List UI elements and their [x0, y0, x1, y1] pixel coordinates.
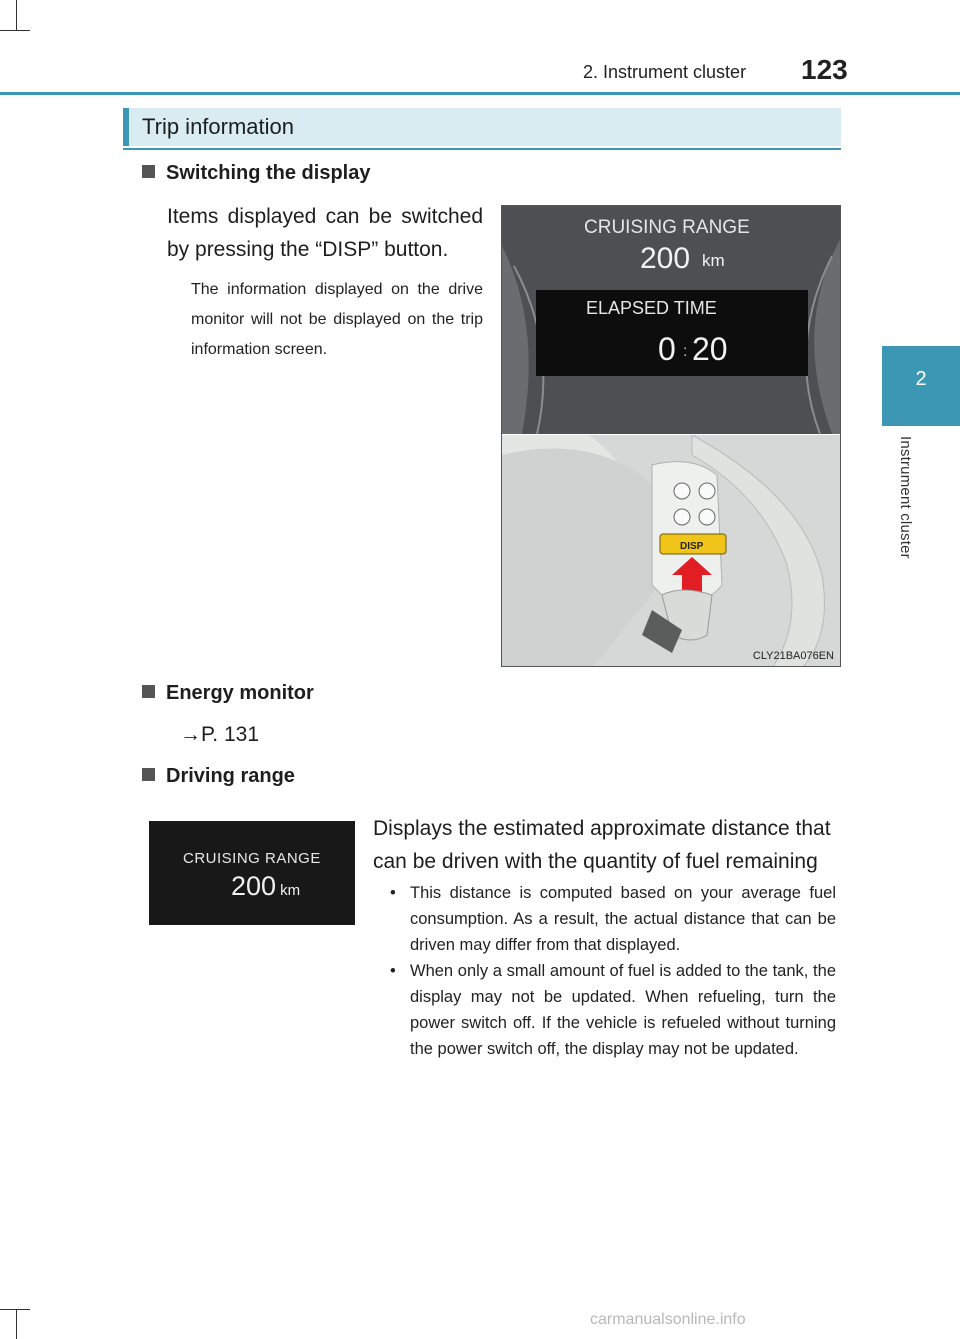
driving-range-body-text: Displays the estimated approximate distance that can be driven with the quantity of fuel remaining — [373, 817, 831, 873]
subheading-switching-display — [142, 162, 370, 185]
figure-elapsed-hours: 0 — [658, 331, 676, 367]
subheading-energy-monitor-text: Energy monitor — [166, 682, 314, 704]
cruising-range-inset — [149, 821, 355, 925]
driving-range-notes — [390, 880, 836, 1062]
meter-display-photo — [502, 206, 841, 434]
chapter-title: 2. Instrument cluster — [583, 62, 747, 82]
bullet-dot-icon: • — [390, 884, 396, 902]
svg-text::: : — [683, 343, 688, 360]
chapter-tab-number: 2 — [915, 368, 927, 390]
crop-mark-bottom-left-v — [16, 1309, 17, 1339]
steering-wheel-photo — [502, 435, 841, 667]
figure-range-value: 200 — [640, 242, 691, 275]
figure-elapsed-minutes: 20 — [692, 331, 728, 367]
subheading-energy-monitor — [142, 682, 314, 705]
section-title: Trip information — [142, 114, 295, 139]
inset-range-label: CRUISING RANGE — [183, 850, 321, 867]
list-item — [390, 880, 836, 958]
subheading-switching-display-text: Switching the display — [166, 162, 371, 184]
energy-monitor-page-link[interactable]: →P. 131 — [180, 723, 260, 746]
figure-code: CLY21BA076EN — [752, 650, 834, 662]
meter-display-illustration — [502, 206, 841, 434]
chapter-tab — [882, 346, 960, 426]
square-bullet-icon — [142, 685, 155, 698]
switching-body-text: Items displayed can be switched by pressing the “DISP” button. — [167, 205, 483, 261]
subheading-driving-range — [142, 765, 295, 788]
figure-range-unit: km — [702, 251, 725, 270]
figure-disp-label: DISP — [680, 541, 704, 552]
section-title-underline — [123, 148, 841, 150]
subheading-driving-range-text: Driving range — [166, 765, 295, 787]
page-number: 123 — [801, 54, 848, 85]
driving-range-note-1: This distance is computed based on your average fuel consumption. As a result, the actual distance that can be driven may differ from that displayed. — [410, 884, 836, 954]
bullet-dot-icon: • — [390, 962, 396, 980]
list-item — [390, 958, 836, 1062]
square-bullet-icon — [142, 768, 155, 781]
header-rule — [0, 92, 960, 95]
square-bullet-icon — [142, 165, 155, 178]
inset-range-unit: km — [280, 882, 301, 899]
figure-range-label: CRUISING RANGE — [584, 217, 750, 238]
figure-elapsed-label: ELAPSED TIME — [586, 298, 717, 318]
watermark: carmanualsonline.info — [590, 1311, 746, 1328]
section-title-bar — [123, 108, 841, 146]
steering-display-figure — [501, 205, 841, 667]
switching-note-text: The information displayed on the drive monitor will not be displayed on the trip information screen. — [191, 281, 483, 358]
inset-range-number: 200 — [231, 871, 277, 901]
section-title-accent — [123, 108, 129, 146]
chapter-tab-label: Instrument cluster — [897, 436, 914, 559]
inset-range-value — [231, 871, 300, 902]
driving-range-note-2: When only a small amount of fuel is added to the tank, the display may not be updated. When refueling, turn the power switch off. If the vehicle is refueled without turning the power switch off, the display may not be updated. — [410, 962, 836, 1058]
crop-mark-top-left-h — [0, 30, 30, 31]
steering-wheel-illustration — [502, 435, 841, 667]
crop-mark-bottom-left-h — [0, 1309, 30, 1310]
crop-mark-top-left-v — [16, 0, 17, 30]
